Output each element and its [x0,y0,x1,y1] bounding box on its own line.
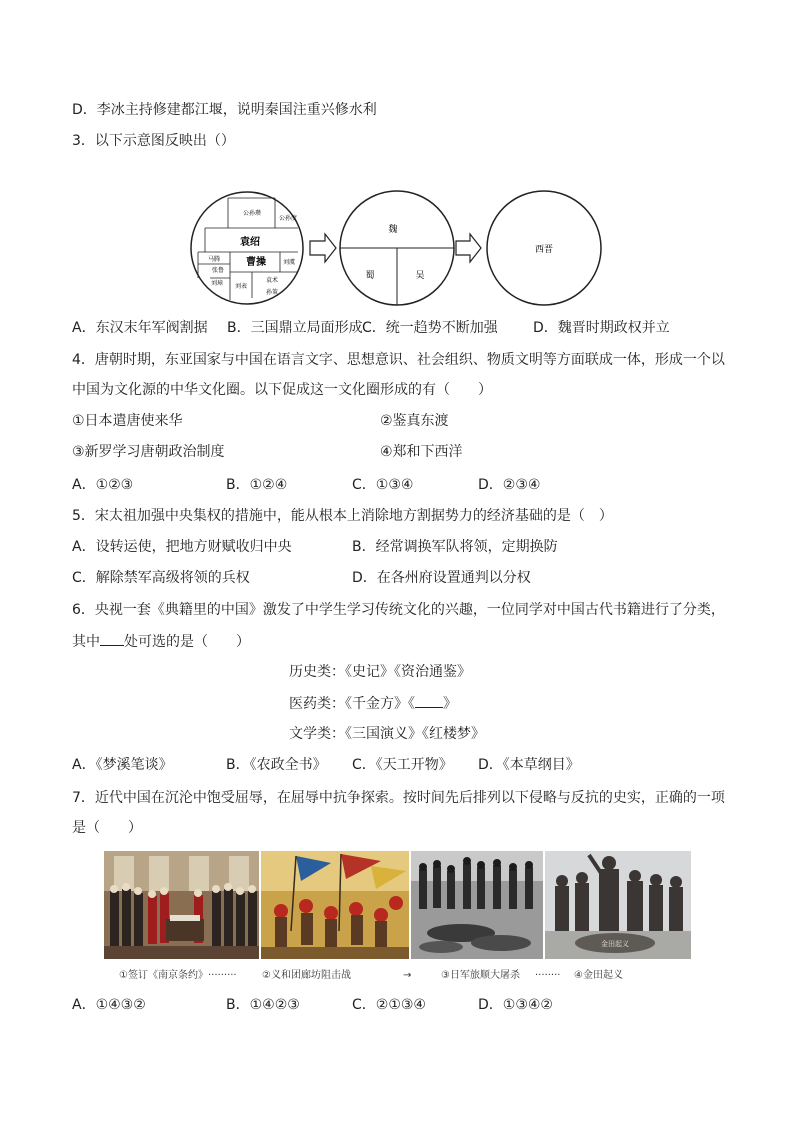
q6-stem-part-a: 其中 [72,634,100,650]
monument-inscription: 金田起义 [601,940,629,948]
q4-stem-line2: 中国为文化源的中华文化圈。以下促成这一文化圈形成的有（ ） [72,382,492,398]
label-wu: 吴 [415,271,425,281]
q6-option-a[interactable]: A．《梦溪笔谈》 [72,757,173,773]
warlord-map-circle [191,192,303,304]
label-yuan-shao: 袁绍 [240,237,260,248]
q3-diagram [190,190,610,310]
q6-blank [100,631,124,646]
western-jin-circle [487,191,601,305]
label-western-jin: 西晋 [534,245,554,255]
q7-caption-1: ①签订《南京条约》 [119,970,208,981]
q5-option-c[interactable]: C．解除禁军高级将领的兵权 [72,570,250,586]
q3-option-a[interactable]: A．东汉末年军阀割据 [72,320,208,336]
q6-option-d[interactable]: D．《本草纲目》 [478,757,580,773]
q7-option-a[interactable]: A．①④③② [72,997,146,1013]
q4-item-3: ③新罗学习唐朝政治制度 [72,444,225,460]
q7-option-d[interactable]: D．①③④② [478,997,553,1013]
q5-option-b[interactable]: B．经常调换军队将领，定期换防 [352,539,558,555]
label-wei: 魏 [388,225,398,235]
q7-caption-3: ③日军旅顺大屠杀 [441,970,520,981]
q7-option-c[interactable]: C．②①③④ [352,997,426,1013]
q7-caption-4: ④金田起义 [574,970,623,981]
caption-dots-icon: ········· [208,970,237,981]
q7-stem-line1: 7．近代中国在沉沦中饱受屈辱，在屈辱中抗争探索。按时间先后排列以下侵略与反抗的史实，正确的一项 [72,790,725,806]
label-zhang-lu: 张鲁 [211,267,225,274]
q6-stem-part-b: 处可选的是（ ） [124,634,250,650]
q6-history-row: 历史类：《史记》《资治通鉴》 [289,664,471,680]
q6-medicine-part-a: 医药类：《千金方》《 [289,696,415,712]
q6-option-b[interactable]: B．《农政全书》 [226,757,327,773]
q4-option-b[interactable]: B．①②④ [226,477,288,493]
q6-literature-row: 文学类：《三国演义》《红楼梦》 [289,726,485,742]
label-sun-ce: 孙策 [265,289,279,296]
q4-stem-line1: 4．唐朝时期，东亚国家与中国在语言文字、思想意识、社会组织、物质文明等方面联成一体，形成一个以 [72,352,725,368]
q5-option-a[interactable]: A．设转运使，把地方财赋收归中央 [72,539,292,555]
q6-option-c[interactable]: C．《天工开物》 [352,757,453,773]
q3-option-b[interactable]: B．三国鼎立局面形成 [227,320,363,336]
q5-stem: 5．宋太祖加强中央集权的措施中，能从根本上消除地方割据势力的经济基础的是（ ） [72,508,613,524]
q4-item-4: ④郑和下西洋 [380,444,463,460]
q4-option-a[interactable]: A．①②③ [72,477,134,493]
q4-item-1: ①日本遣唐使来华 [72,413,183,429]
q7-stem-line2: 是（ ） [72,820,142,836]
label-gongsun-zan: 公孙瓒 [242,210,262,217]
label-cao-cao: 曹操 [246,257,266,268]
q7-option-b[interactable]: B．①④②③ [226,997,300,1013]
q6-stem-line1: 6．央视一套《典籍里的中国》激发了中学生学习传统文化的兴趣，一位同学对中国古代书籍进行了分类， [72,602,725,618]
label-ma-teng: 马腾 [207,256,221,263]
label-shu: 蜀 [365,271,375,281]
q3-option-c[interactable]: C．统一趋势不断加强 [362,320,498,336]
q2-option-d: D．李冰主持修建都江堰，说明秦国注重兴修水利 [72,102,377,118]
q7-caption-2: ②义和团廊坊阻击战 [262,970,351,981]
label-liu-biao: 刘表 [234,283,248,290]
caption-arrow-icon: → [403,970,412,981]
q6-stem-line2 [72,631,250,652]
label-gongsun-du: 公孙度 [278,215,298,222]
arrow-right-icon [456,234,481,262]
q4-option-c[interactable]: C．①③④ [352,477,414,493]
lushun-massacre-image [411,851,543,959]
q6-medicine-row [289,693,457,714]
jintian-uprising-monument-image [545,851,691,959]
q6-medicine-blank [415,693,443,708]
label-yuan-shu: 袁术 [265,277,279,284]
q4-item-2: ②鉴真东渡 [380,413,449,429]
arrow-right-icon [310,234,336,262]
q4-option-d[interactable]: D．②③④ [478,477,541,493]
caption-dots-icon: ········ [535,970,561,981]
label-liu-yu: 刘虞 [282,259,296,266]
label-liu-zhang: 刘璋 [210,280,224,287]
three-kingdoms-circle [340,191,454,305]
treaty-of-nanking-image [104,851,259,959]
boxer-langfang-battle-image [261,851,409,959]
q5-option-d[interactable]: D．在各州府设置通判以分权 [352,570,531,586]
q6-medicine-part-b: 》 [443,696,457,712]
q3-option-d[interactable]: D．魏晋时期政权并立 [533,320,670,336]
q3-stem: 3．以下示意图反映出（） [72,133,235,149]
